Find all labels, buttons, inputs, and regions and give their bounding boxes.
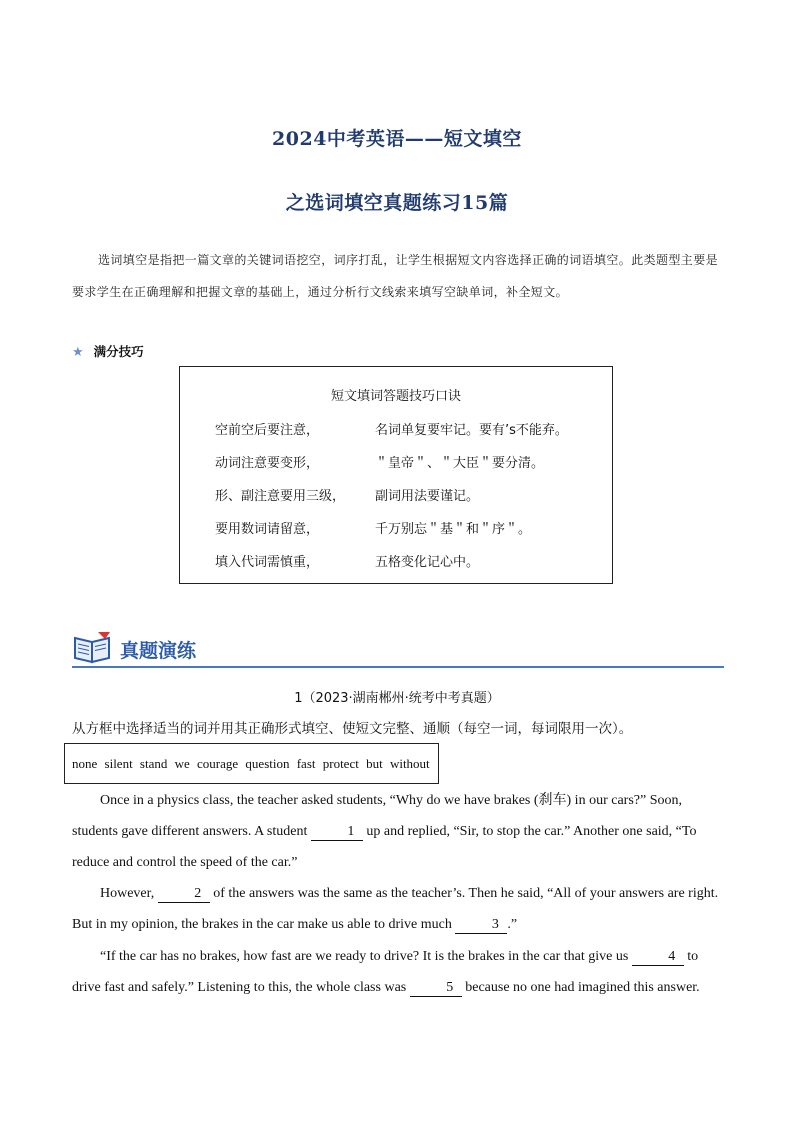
page-subtitle: 之选词填空真题练习15篇 xyxy=(285,192,509,214)
tips-row-right: 名词单复要牢记。要有’s不能弃。 xyxy=(375,423,568,438)
tips-row-left: 形、副注意要用三级， xyxy=(215,489,346,504)
passage-paragraph xyxy=(72,878,724,940)
tips-row-right: ＂皇帝＂、＂大臣＂要分清。 xyxy=(375,456,545,471)
passage-text: of the answers was the same as the teacher’s. Then he said, “All of your answers are right. But in my opinion, the brakes in the car make us able to drive much xyxy=(72,886,719,932)
tips-box-title: 短文填词答题技巧口诀 xyxy=(330,389,461,404)
question-instruction: 从方框中选择适当的词并用其正确形式填空、使短文完整、通顺（每空一词，每词限用一次）。 xyxy=(72,721,633,737)
answer-blank-4[interactable]: 4 xyxy=(632,949,684,966)
answer-blank-3[interactable]: 3 xyxy=(455,917,507,934)
passage-paragraph xyxy=(72,941,724,1003)
intro-paragraph: 选词填空是指把一篇文章的关键词语挖空，词序打乱，让学生根据短文内容选择正确的词语填空。此类题型主要是要求学生在正确理解和把握文章的基础上，通过分析行文线索来填写空缺单词，补全短文。 xyxy=(72,253,719,299)
section-header xyxy=(72,628,724,670)
passage-text: .” xyxy=(507,917,518,932)
word-box xyxy=(64,743,439,784)
word-box-text: none silent stand we courage question fast protect but without xyxy=(72,755,430,771)
tips-row-left: 动词注意要变形， xyxy=(215,456,320,471)
passage-text: to drive fast and safely.” Listening to this, the whole class was xyxy=(72,949,699,995)
answer-blank-5[interactable]: 5 xyxy=(410,980,462,997)
tips-heading-label: 满分技巧 xyxy=(93,344,144,359)
tips-row-right: 千万别忘＂基＂和＂序＂。 xyxy=(375,522,532,537)
star-icon: ★ xyxy=(72,345,84,360)
section-label: 真题演练 xyxy=(120,640,197,662)
tips-row-right: 副词用法要谨记。 xyxy=(375,489,480,504)
section-divider xyxy=(72,666,724,668)
book-icon xyxy=(72,630,114,668)
passage-text: However, xyxy=(100,886,158,901)
tips-row-left: 填入代词需慎重， xyxy=(215,555,320,570)
tips-row-right: 五格变化记心中。 xyxy=(375,555,480,570)
tips-row-left: 要用数词请留意， xyxy=(215,522,320,537)
answer-blank-2[interactable]: 2 xyxy=(158,886,210,903)
passage-text: “If the car has no brakes, how fast are we ready to drive? It is the brakes in the car that give us xyxy=(100,949,632,964)
question-title: 1（2023·湖南郴州·统考中考真题） xyxy=(294,691,500,706)
passage-text: because no one had imagined this answer. xyxy=(461,980,700,995)
passage-text: Once in a physics class, the teacher asked students, “Why do we have brakes (刹车) in our cars?” Soon, students gave different answers. A student xyxy=(72,793,682,839)
tips-row-left: 空前空后要注意， xyxy=(215,423,320,438)
passage-text: up and replied, “Sir, to stop the car.” Another one said, “To reduce and control the speed of the car.” xyxy=(72,824,697,870)
tips-heading xyxy=(72,342,144,360)
page-title: 2024中考英语——短文填空 xyxy=(272,128,522,150)
tips-box xyxy=(179,366,613,584)
answer-blank-1[interactable]: 1 xyxy=(311,824,363,841)
passage-paragraph xyxy=(72,785,724,878)
